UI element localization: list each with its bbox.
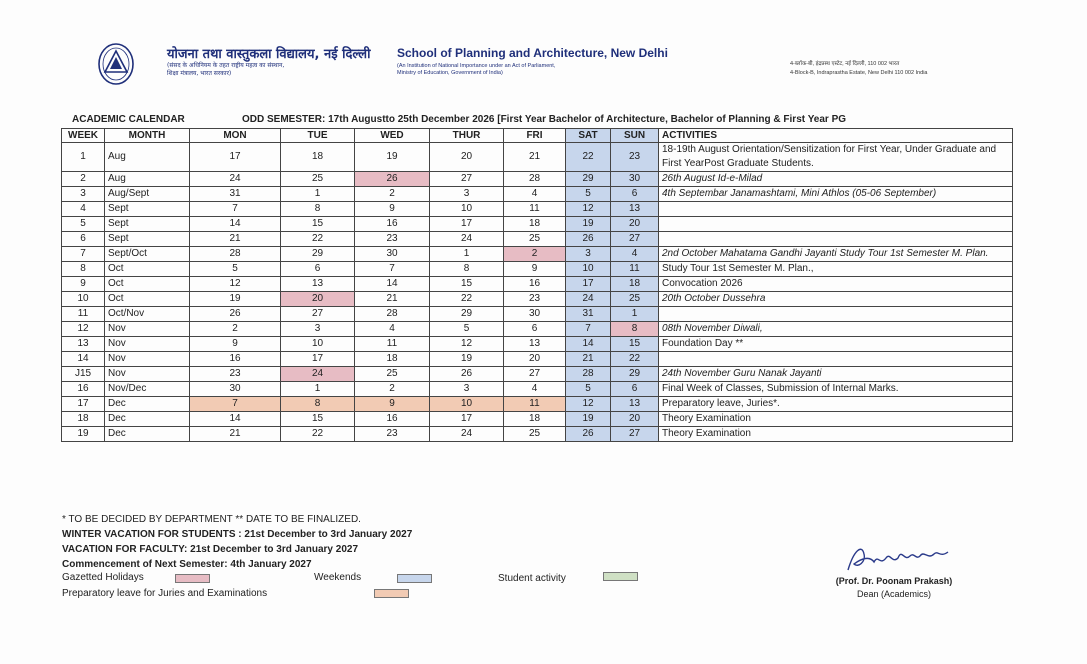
table-row — [62, 187, 1013, 202]
day-cell: 8 — [611, 322, 659, 337]
month-cell: Sept/Oct — [105, 247, 190, 262]
day-cell: 14 — [566, 337, 611, 352]
address: 4-ब्लॉक-बी, इंद्रप्रस्थ एस्टेट, नई दिल्ली, 110 002 भारत 4-Block-B, Indraprastha Estate, New Delhi 110 002 India — [790, 61, 928, 76]
day-cell: 19 — [355, 143, 430, 172]
activity-cell: 24th November Guru Nanak Jayanti — [659, 367, 1013, 382]
day-cell: 26 — [190, 307, 281, 322]
day-cell: 25 — [504, 427, 566, 442]
activity-cell — [659, 352, 1013, 367]
activity-cell: 08th November Diwali, — [659, 322, 1013, 337]
day-cell: 29 — [281, 247, 355, 262]
day-cell: 13 — [611, 397, 659, 412]
day-cell: 10 — [430, 202, 504, 217]
week-cell: 11 — [62, 307, 105, 322]
day-cell: 6 — [611, 382, 659, 397]
day-cell: 27 — [281, 307, 355, 322]
activity-cell: Study Tour 1st Semester M. Plan., — [659, 262, 1013, 277]
academic-calendar-table — [61, 128, 1013, 442]
day-cell: 23 — [190, 367, 281, 382]
month-cell: Nov — [105, 367, 190, 382]
day-cell: 22 — [430, 292, 504, 307]
english-title: School of Planning and Architecture, New Delhi — [397, 46, 668, 60]
day-cell: 12 — [430, 337, 504, 352]
day-cell: 21 — [190, 232, 281, 247]
month-cell: Sept — [105, 232, 190, 247]
day-cell: 22 — [281, 232, 355, 247]
week-cell: 8 — [62, 262, 105, 277]
hindi-subtitle: (संसद के अधिनियम के तहत राष्ट्रीय महत्व का संस्थान, शिक्षा मंत्रालय, भारत सरकार) — [167, 62, 285, 77]
day-cell: 26 — [430, 367, 504, 382]
table-row — [62, 202, 1013, 217]
day-cell: 10 — [430, 397, 504, 412]
day-cell: 4 — [355, 322, 430, 337]
day-cell: 18 — [504, 412, 566, 427]
activity-cell: 26th August Id-e-Milad — [659, 172, 1013, 187]
week-cell: 10 — [62, 292, 105, 307]
activity-cell: 20th October Dussehra — [659, 292, 1013, 307]
day-cell: 6 — [281, 262, 355, 277]
table-row — [62, 277, 1013, 292]
day-cell: 26 — [566, 427, 611, 442]
activity-cell: 4th Septembar Janamashtami, Mini Athlos (05-06 September) — [659, 187, 1013, 202]
day-cell: 3 — [566, 247, 611, 262]
activity-cell: Theory Examination — [659, 412, 1013, 427]
table-row — [62, 307, 1013, 322]
month-cell: Dec — [105, 412, 190, 427]
day-cell: 22 — [566, 143, 611, 172]
day-cell: 8 — [281, 202, 355, 217]
day-cell: 17 — [430, 217, 504, 232]
col-header-activities: ACTIVITIES — [659, 129, 1013, 143]
table-row — [62, 172, 1013, 187]
signatory-name: (Prof. Dr. Poonam Prakash) — [835, 576, 953, 586]
day-cell: 28 — [566, 367, 611, 382]
day-cell: 30 — [355, 247, 430, 262]
spa-logo-icon — [97, 42, 135, 86]
col-header-tue: TUE — [281, 129, 355, 143]
day-cell: 8 — [430, 262, 504, 277]
day-cell: 5 — [566, 187, 611, 202]
day-cell: 27 — [504, 367, 566, 382]
col-header-month: MONTH — [105, 129, 190, 143]
day-cell: 21 — [566, 352, 611, 367]
day-cell: 9 — [504, 262, 566, 277]
day-cell: 7 — [566, 322, 611, 337]
day-cell: 25 — [281, 172, 355, 187]
legend-gazetted-label: Gazetted Holidays — [62, 572, 144, 583]
table-row — [62, 427, 1013, 442]
day-cell: 24 — [566, 292, 611, 307]
day-cell: 22 — [611, 352, 659, 367]
semester-label: ODD SEMESTER: 17th Augustto 25th December 2026 [First Year Bachelor of Architecture, Bachelor of Planning & First Year PG — [242, 114, 847, 125]
day-cell: 3 — [430, 187, 504, 202]
month-cell: Oct — [105, 262, 190, 277]
day-cell: 5 — [430, 322, 504, 337]
week-cell: 13 — [62, 337, 105, 352]
day-cell: 18 — [355, 352, 430, 367]
day-cell: 2 — [190, 322, 281, 337]
week-cell: 6 — [62, 232, 105, 247]
day-cell: 20 — [611, 412, 659, 427]
signature-icon — [840, 540, 960, 576]
note-next-semester: Commencement of Next Semester: 4th January 2027 — [62, 559, 312, 570]
week-cell: 17 — [62, 397, 105, 412]
day-cell: 3 — [430, 382, 504, 397]
day-cell: 11 — [504, 202, 566, 217]
day-cell: 25 — [355, 367, 430, 382]
day-cell: 26 — [355, 172, 430, 187]
day-cell: 16 — [190, 352, 281, 367]
day-cell: 19 — [430, 352, 504, 367]
activity-cell: 18-19th August Orientation/Sensitization for First Year, Under Graduate and First YearPost Graduate Students. — [659, 143, 1013, 172]
signatory — [834, 575, 954, 601]
day-cell: 24 — [190, 172, 281, 187]
day-cell: 19 — [190, 292, 281, 307]
activity-cell: Preparatory leave, Juries*. — [659, 397, 1013, 412]
day-cell: 12 — [190, 277, 281, 292]
day-cell: 24 — [281, 367, 355, 382]
table-row — [62, 292, 1013, 307]
week-cell: 7 — [62, 247, 105, 262]
table-row — [62, 262, 1013, 277]
calendar-label: ACADEMIC CALENDAR — [72, 114, 185, 125]
month-cell: Nov — [105, 352, 190, 367]
legend-weekends-swatch — [397, 574, 432, 583]
table-row — [62, 143, 1013, 172]
day-cell: 23 — [611, 143, 659, 172]
table-row — [62, 412, 1013, 427]
day-cell: 4 — [504, 382, 566, 397]
day-cell: 17 — [190, 143, 281, 172]
day-cell: 25 — [611, 292, 659, 307]
day-cell: 27 — [611, 427, 659, 442]
day-cell: 21 — [504, 143, 566, 172]
day-cell: 5 — [566, 382, 611, 397]
day-cell: 29 — [566, 172, 611, 187]
day-cell: 2 — [355, 187, 430, 202]
week-cell: 12 — [62, 322, 105, 337]
day-cell: 6 — [504, 322, 566, 337]
day-cell: 18 — [281, 143, 355, 172]
table-row — [62, 247, 1013, 262]
day-cell: 17 — [566, 277, 611, 292]
note-faculty-vacation: VACATION FOR FACULTY: 21st December to 3rd January 2027 — [62, 544, 359, 555]
day-cell: 20 — [281, 292, 355, 307]
month-cell: Oct — [105, 277, 190, 292]
activity-cell — [659, 202, 1013, 217]
week-cell: 19 — [62, 427, 105, 442]
month-cell: Sept — [105, 217, 190, 232]
day-cell: 31 — [190, 187, 281, 202]
day-cell: 30 — [611, 172, 659, 187]
signatory-title: Dean (Academics) — [856, 589, 932, 599]
col-header-thur: THUR — [430, 129, 504, 143]
activity-cell — [659, 307, 1013, 322]
day-cell: 1 — [611, 307, 659, 322]
table-row — [62, 397, 1013, 412]
english-subtitle: (An Institution of National Importance under an Act of Parliament, Ministry of Education, Government of India) — [397, 63, 556, 76]
table-header — [62, 129, 1013, 143]
month-cell: Aug/Sept — [105, 187, 190, 202]
col-header-sun: SUN — [611, 129, 659, 143]
day-cell: 30 — [504, 307, 566, 322]
col-header-fri: FRI — [504, 129, 566, 143]
day-cell: 28 — [190, 247, 281, 262]
day-cell: 19 — [566, 412, 611, 427]
day-cell: 7 — [190, 202, 281, 217]
legend-gazetted-swatch — [175, 574, 210, 583]
legend-student-label: Student activity — [498, 573, 566, 584]
hindi-title: योजना तथा वास्तुकला विद्यालय, नई दिल्ली — [167, 47, 371, 62]
day-cell: 27 — [611, 232, 659, 247]
day-cell: 15 — [281, 412, 355, 427]
day-cell: 27 — [430, 172, 504, 187]
day-cell: 11 — [611, 262, 659, 277]
activity-cell — [659, 232, 1013, 247]
day-cell: 22 — [281, 427, 355, 442]
day-cell: 17 — [281, 352, 355, 367]
month-cell: Dec — [105, 397, 190, 412]
day-cell: 24 — [430, 427, 504, 442]
day-cell: 1 — [430, 247, 504, 262]
day-cell: 31 — [566, 307, 611, 322]
table-row — [62, 352, 1013, 367]
week-cell: 1 — [62, 143, 105, 172]
day-cell: 13 — [611, 202, 659, 217]
month-cell: Aug — [105, 172, 190, 187]
day-cell: 16 — [355, 412, 430, 427]
month-cell: Nov/Dec — [105, 382, 190, 397]
day-cell: 14 — [190, 412, 281, 427]
day-cell: 13 — [281, 277, 355, 292]
month-cell: Oct/Nov — [105, 307, 190, 322]
day-cell: 15 — [281, 217, 355, 232]
day-cell: 1 — [281, 382, 355, 397]
day-cell: 11 — [504, 397, 566, 412]
month-cell: Aug — [105, 143, 190, 172]
month-cell: Oct — [105, 292, 190, 307]
month-cell: Sept — [105, 202, 190, 217]
month-cell: Nov — [105, 322, 190, 337]
legend-prep-label: Preparatory leave for Juries and Examinations — [62, 588, 268, 599]
week-cell: 4 — [62, 202, 105, 217]
day-cell: 21 — [190, 427, 281, 442]
legend-prep-swatch — [374, 589, 409, 598]
day-cell: 28 — [355, 307, 430, 322]
week-cell: 9 — [62, 277, 105, 292]
day-cell: 6 — [611, 187, 659, 202]
day-cell: 14 — [190, 217, 281, 232]
activity-cell: Convocation 2026 — [659, 277, 1013, 292]
day-cell: 25 — [504, 232, 566, 247]
table-row — [62, 322, 1013, 337]
day-cell: 12 — [566, 397, 611, 412]
table-row — [62, 337, 1013, 352]
day-cell: 20 — [611, 217, 659, 232]
day-cell: 7 — [355, 262, 430, 277]
table-row — [62, 217, 1013, 232]
day-cell: 15 — [611, 337, 659, 352]
day-cell: 9 — [190, 337, 281, 352]
day-cell: 13 — [504, 337, 566, 352]
day-cell: 23 — [355, 427, 430, 442]
day-cell: 12 — [566, 202, 611, 217]
week-cell: 14 — [62, 352, 105, 367]
day-cell: 28 — [504, 172, 566, 187]
day-cell: 5 — [190, 262, 281, 277]
table-row — [62, 367, 1013, 382]
month-cell: Dec — [105, 427, 190, 442]
activity-cell: 2nd October Mahatama Gandhi Jayanti Study Tour 1st Semester M. Plan. — [659, 247, 1013, 262]
day-cell: 20 — [430, 143, 504, 172]
day-cell: 4 — [611, 247, 659, 262]
activity-cell: Foundation Day ** — [659, 337, 1013, 352]
day-cell: 9 — [355, 397, 430, 412]
day-cell: 29 — [611, 367, 659, 382]
day-cell: 4 — [504, 187, 566, 202]
col-header-week: WEEK — [62, 129, 105, 143]
day-cell: 10 — [566, 262, 611, 277]
day-cell: 3 — [281, 322, 355, 337]
activity-cell: Final Week of Classes, Submission of Internal Marks. — [659, 382, 1013, 397]
col-header-wed: WED — [355, 129, 430, 143]
day-cell: 2 — [504, 247, 566, 262]
notes — [62, 512, 412, 572]
week-cell: 16 — [62, 382, 105, 397]
week-cell: 5 — [62, 217, 105, 232]
day-cell: 17 — [430, 412, 504, 427]
week-cell: 3 — [62, 187, 105, 202]
day-cell: 10 — [281, 337, 355, 352]
table-row — [62, 232, 1013, 247]
day-cell: 7 — [190, 397, 281, 412]
day-cell: 30 — [190, 382, 281, 397]
week-cell: J15 — [62, 367, 105, 382]
day-cell: 26 — [566, 232, 611, 247]
note-decided: * TO BE DECIDED BY DEPARTMENT ** DATE TO BE FINALIZED. — [62, 514, 361, 525]
activity-cell — [659, 217, 1013, 232]
day-cell: 2 — [355, 382, 430, 397]
day-cell: 11 — [355, 337, 430, 352]
table-row — [62, 382, 1013, 397]
day-cell: 19 — [566, 217, 611, 232]
day-cell: 14 — [355, 277, 430, 292]
day-cell: 16 — [504, 277, 566, 292]
day-cell: 24 — [430, 232, 504, 247]
legend-student-swatch — [603, 572, 638, 581]
month-cell: Nov — [105, 337, 190, 352]
day-cell: 9 — [355, 202, 430, 217]
day-cell: 23 — [504, 292, 566, 307]
day-cell: 23 — [355, 232, 430, 247]
day-cell: 1 — [281, 187, 355, 202]
legend-weekends-label: Weekends — [314, 572, 362, 583]
day-cell: 18 — [611, 277, 659, 292]
col-header-mon: MON — [190, 129, 281, 143]
day-cell: 29 — [430, 307, 504, 322]
day-cell: 18 — [504, 217, 566, 232]
day-cell: 8 — [281, 397, 355, 412]
day-cell: 20 — [504, 352, 566, 367]
note-winter-vacation: WINTER VACATION FOR STUDENTS : 21st December to 3rd January 2027 — [62, 529, 413, 540]
col-header-sat: SAT — [566, 129, 611, 143]
day-cell: 21 — [355, 292, 430, 307]
day-cell: 16 — [355, 217, 430, 232]
week-cell: 2 — [62, 172, 105, 187]
week-cell: 18 — [62, 412, 105, 427]
activity-cell: Theory Examination — [659, 427, 1013, 442]
day-cell: 15 — [430, 277, 504, 292]
